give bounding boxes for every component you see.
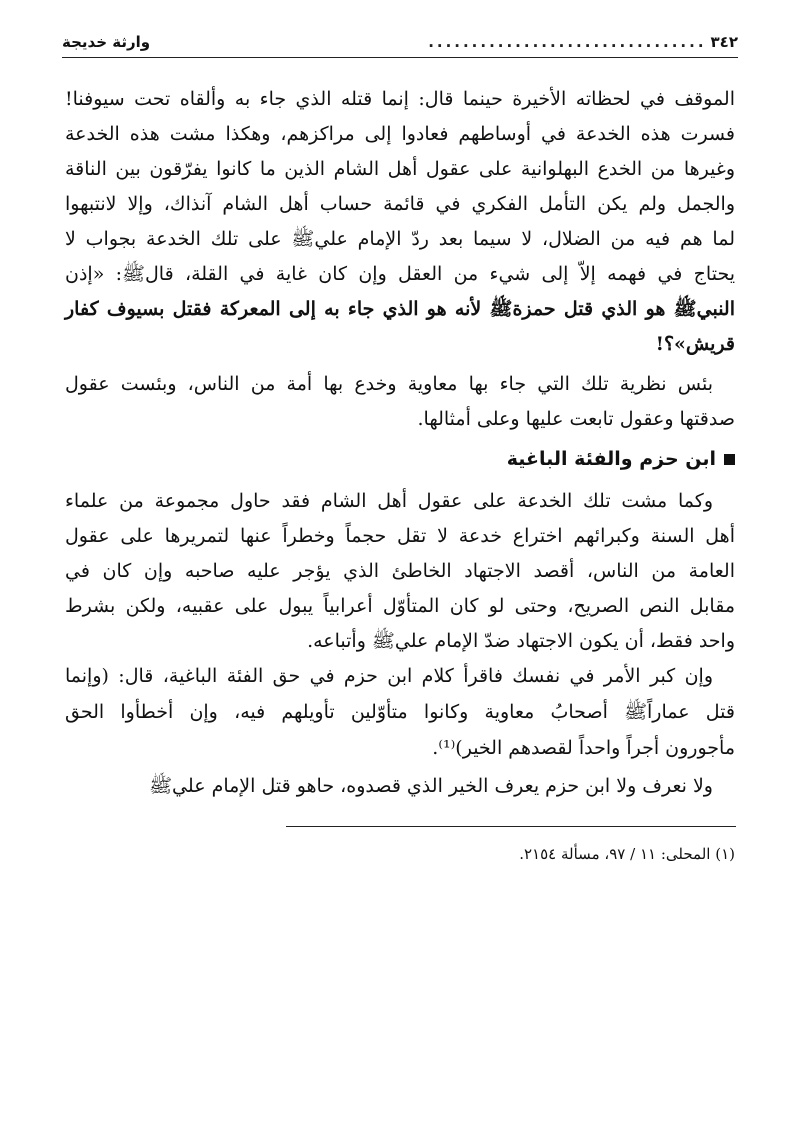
section-heading	[65, 448, 735, 470]
text-line: أهل السنة وكبرائهم اختراع خدعة لا تقل حجماً وخطراً عنها لتمريرها على عقول	[65, 525, 735, 547]
text-line: يحتاج في فهمه إلاّ إلى شيء من العقل وإن كان غاية في القلة، قالﷺ: «إذن	[65, 263, 735, 285]
text-line-quote: النبيﷺ هو الذي قتل حمزةﷺ لأنه هو الذي جاء به إلى المعركة فقتل بسيوف كفار	[65, 298, 735, 320]
section-heading-text: ابن حزم والفئة الباغية	[506, 448, 716, 470]
text-line: وكما مشت تلك الخدعة على عقول أهل الشام فقد حاول مجموعة من علماء	[65, 490, 713, 512]
header-leader-dots: ................................	[428, 33, 707, 51]
square-bullet-icon	[724, 454, 735, 465]
running-title: وارثة خديجة	[62, 33, 151, 51]
page-header	[62, 30, 738, 54]
text-line: لما هم فيه من الضلال، لا سيما بعد ردّ الإمام عليﷺ على تلك الخدعة بجواب لا	[65, 228, 735, 250]
text-line: ولا نعرف ولا ابن حزم يعرف الخير الذي قصدوه، حاهو قتل الإمام عليﷺ	[149, 775, 713, 797]
text-line: واحد فقط، أن يكون الاجتهاد ضدّ الإمام عليﷺ وأتباعه.	[307, 630, 735, 652]
footnote: (١) المحلى: ١١ / ٩٧، مسألة ٢١٥٤.	[519, 845, 735, 863]
text-line: الموقف في لحظاته الأخيرة حينما قال: إنما قتله الذي جاء به وألقاه تحت سيوفنا!	[65, 88, 735, 110]
text-line: صدقتها وعقول تابعت عليها وعلى أمثالها.	[417, 408, 735, 430]
text-line: بئس نظرية تلك التي جاء بها معاوية وخدع بها أمة من الناس، وبئست عقول	[65, 373, 713, 395]
footnote-rule	[286, 826, 736, 827]
text-line: مقابل النص الصريح، وحتى لو كان المتأوّل أعرابياً يبول على عقبيه، ولكن بشرط	[65, 595, 735, 617]
text-line: قتل عماراًﷺ أصحابُ معاوية وكانوا متأوّلين تأويلهم فيه، وإن أخطأوا الحق	[65, 701, 735, 723]
text-line-quote: قريش»؟!	[655, 333, 735, 355]
text-line: مأجورون أجراً واحداً لقصدهم الخير)⁽¹⁾.	[432, 737, 735, 759]
text-line: والجمل ولم يكن التأمل الفكري في قائمة حساب أهل الشام آنذاك، وإلا لانتبهوا	[65, 193, 735, 215]
text-line: العامة من الناس، أقصد الاجتهاد الخاطئ الذي يؤجر عليه صاحبه وإن كان في	[65, 560, 735, 582]
text-line: وإن كبر الأمر في نفسك فاقرأ كلام ابن حزم في حق الفئة الباغية، قال: (وإنما	[65, 665, 713, 687]
page-number: ٣٤٢	[710, 33, 738, 51]
text-line: فسرت هذه الخدعة في أوساطهم فعادوا إلى مراكزهم، وهكذا مشت هذه الخدعة	[65, 123, 735, 145]
header-rule	[62, 57, 738, 58]
text-line: وغيرها من الخدع البهلوانية على عقول أهل الشام الذين ما كانوا يفرّقون بين الناقة	[65, 158, 735, 180]
